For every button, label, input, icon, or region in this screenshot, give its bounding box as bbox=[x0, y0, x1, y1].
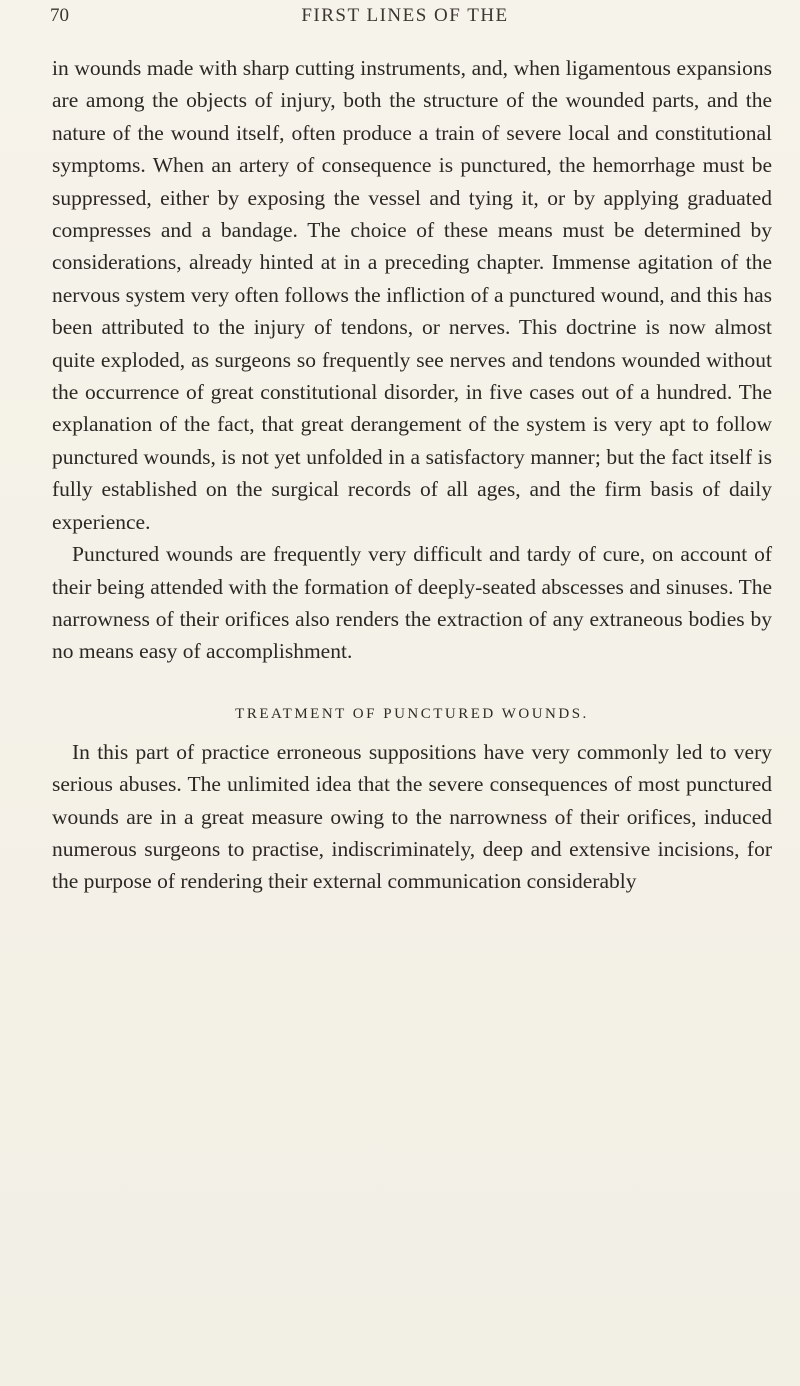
paragraph-punctured-wounds-cure: Punctured wounds are frequently very difficult and tardy of cure, on account of their being attended with the formation of deeply-seated abscesses and sinuses. The narrowness of their orifices also renders the extraction of any extraneous bodies by no means easy of accomplishment. bbox=[52, 542, 772, 664]
body-text bbox=[52, 52, 772, 898]
section-heading: TREATMENT OF PUNCTURED WOUNDS. bbox=[235, 705, 589, 722]
paragraph-continued: in wounds made with sharp cutting instruments, and, when ligamentous expansions are among the objects of injury, both the structure of the wounded parts, and the nature of the wound itself, often produce a train of severe local and constitutional symptoms. When an artery of consequence is punctured, the hemorrhage must be suppressed, either by exposing the vessel and tying it, or by applying graduated compresses and a bandage. The choice of these means must be determined by considerations, already hinted at in a preceding chapter. Immense agitation of the nervous system very often follows the infliction of a punctured wound, and this has been attributed to the injury of tendons, or nerves. This doctrine is now almost quite exploded, as surgeons so frequently see nerves and tendons wounded without the occurrence of great constitutional disorder, in five cases out of a hundred. The explanation of the fact, that great derangement of the system is very apt to follow punctured wounds, is not yet unfolded in a satisfactory manner; but the fact itself is fully established on the surgical records of all ages, and the firm basis of daily experience. bbox=[52, 56, 772, 534]
paragraph-treatment: In this part of practice erroneous suppositions have very commonly led to very serious abuses. The unlimited idea that the severe consequences of most punctured wounds are in a great measure owing to the narrowness of their orifices, induced numerous surgeons to practise, indiscriminately, deep and extensive incisions, for the purpose of rendering their external communication considerably bbox=[52, 739, 772, 894]
page-number: 70 bbox=[50, 5, 69, 26]
page-header bbox=[50, 2, 760, 32]
running-head: FIRST LINES OF THE bbox=[301, 5, 509, 26]
